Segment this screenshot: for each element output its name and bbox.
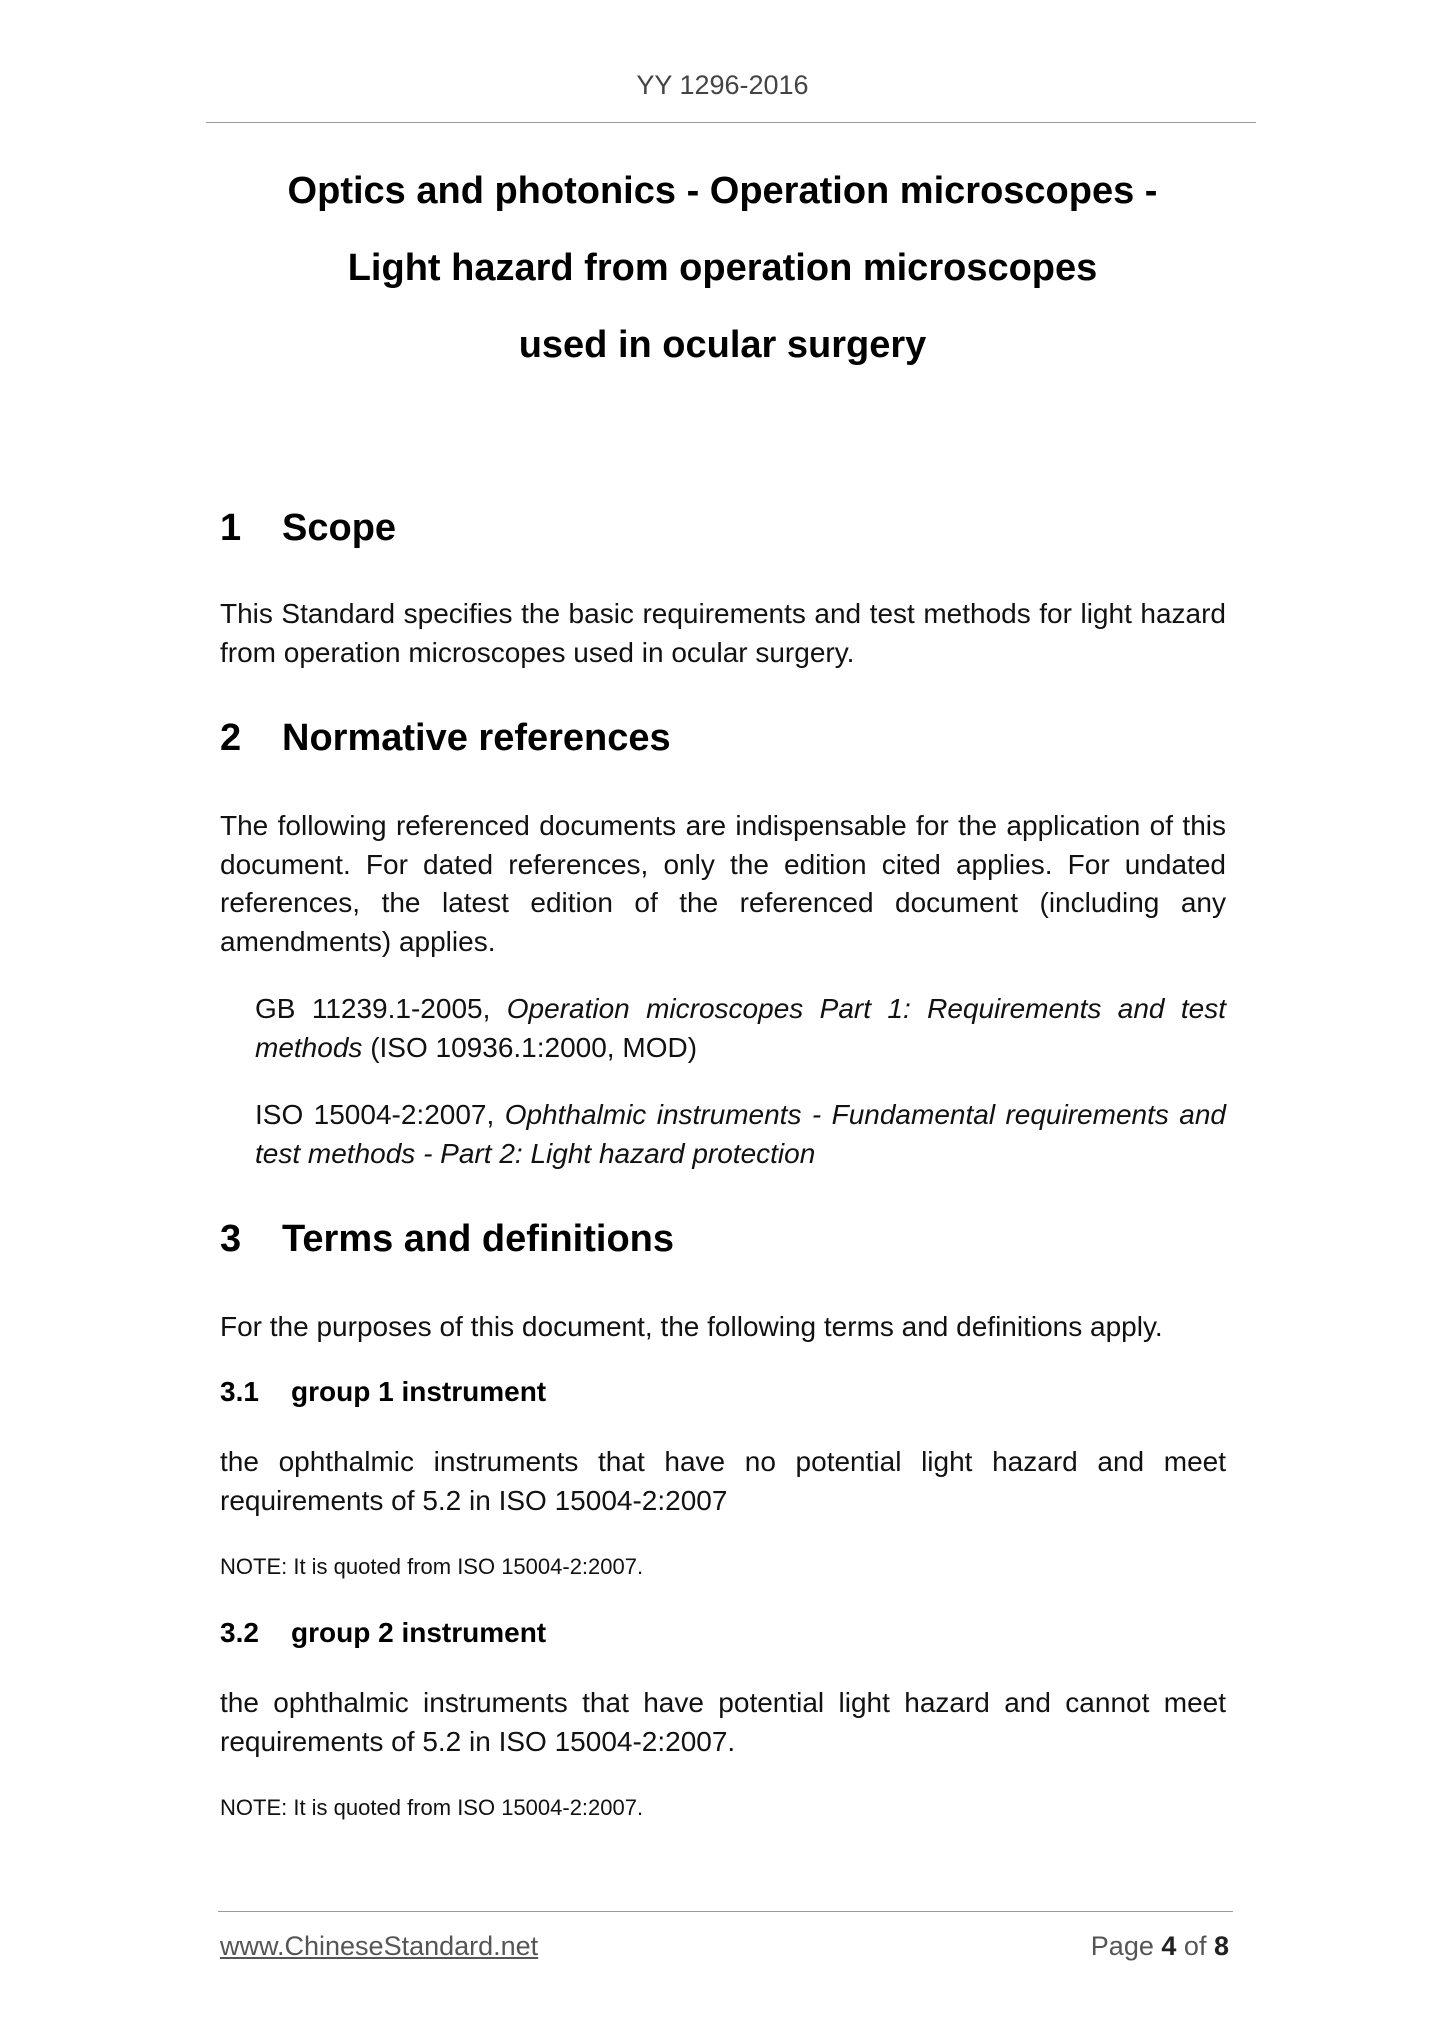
page-current: 4 [1161,1931,1177,1961]
document-title-line-3: used in ocular surgery [518,324,927,366]
reference-code: GB 11239.1-2005, [255,993,491,1024]
term-3-2-definition: the ophthalmic instruments that have potential light hazard and cannot meet requirements of 5.2 in ISO 15004-2:2007. [220,1687,1226,1757]
document-title-line-2: Light hazard from operation microscopes [347,247,1098,289]
term-3-1-definition: the ophthalmic instruments that have no potential light hazard and meet requirements of 5.2 in ISO 15004-2:2007 [220,1446,1226,1516]
term-name: group 1 instrument [291,1376,547,1407]
terms-intro-paragraph: For the purposes of this document, the following terms and definitions apply. [220,1311,1163,1342]
reference-suffix: (ISO 10936.1:2000, MOD) [370,1031,698,1063]
term-number: 3.1 [220,1376,259,1407]
section-title: Scope [282,507,397,549]
term-3-1-heading [220,1376,546,1408]
website-link[interactable]: www.ChineseStandard.net [220,1931,539,1961]
header-divider [206,122,1256,123]
section-title: Terms and definitions [282,1218,675,1260]
term-3-1-note: NOTE: It is quoted from ISO 15004-2:2007. [220,1554,644,1579]
reference-title: Ophthalmic instruments - Fundamental requirements and test methods - Part 2: Light hazard protection [255,1099,1226,1169]
section-3-heading [220,1218,674,1261]
term-3-2-heading [220,1617,546,1649]
normative-references-paragraph: The following referenced documents are indispensable for the application of this document. For dated references, only the edition cited applies. For undated references, the latest edition of the referenced document (including any amendments) applies. [220,810,1226,957]
section-number: 2 [220,717,242,759]
document-code-header: YY 1296-2016 [636,70,809,100]
page-indicator [1091,1931,1229,1962]
term-name: group 2 instrument [291,1617,547,1648]
reference-item [255,990,1226,1067]
term-number: 3.2 [220,1617,259,1648]
page-total: 8 [1213,1931,1229,1961]
page-label: Page [1090,1931,1154,1961]
reference-title: Operation microscopes Part 1: Requirements and test methods [255,993,1227,1063]
section-1-heading [220,507,396,550]
section-number: 3 [220,1218,242,1260]
section-title: Normative references [282,717,671,759]
reference-code: ISO 15004-2:2007, [255,1099,495,1130]
scope-paragraph: This Standard specifies the basic requirements and test methods for light hazard from operation microscopes used in ocular surgery. [220,598,1226,668]
term-3-2-note: NOTE: It is quoted from ISO 15004-2:2007. [220,1795,644,1820]
footer-divider [218,1911,1233,1912]
reference-item [255,1096,1226,1173]
section-2-heading [220,717,671,760]
page-of-label: of [1183,1931,1207,1961]
section-number: 1 [220,507,242,549]
document-title-line-1: Optics and photonics - Operation microscopes - [287,170,1158,212]
